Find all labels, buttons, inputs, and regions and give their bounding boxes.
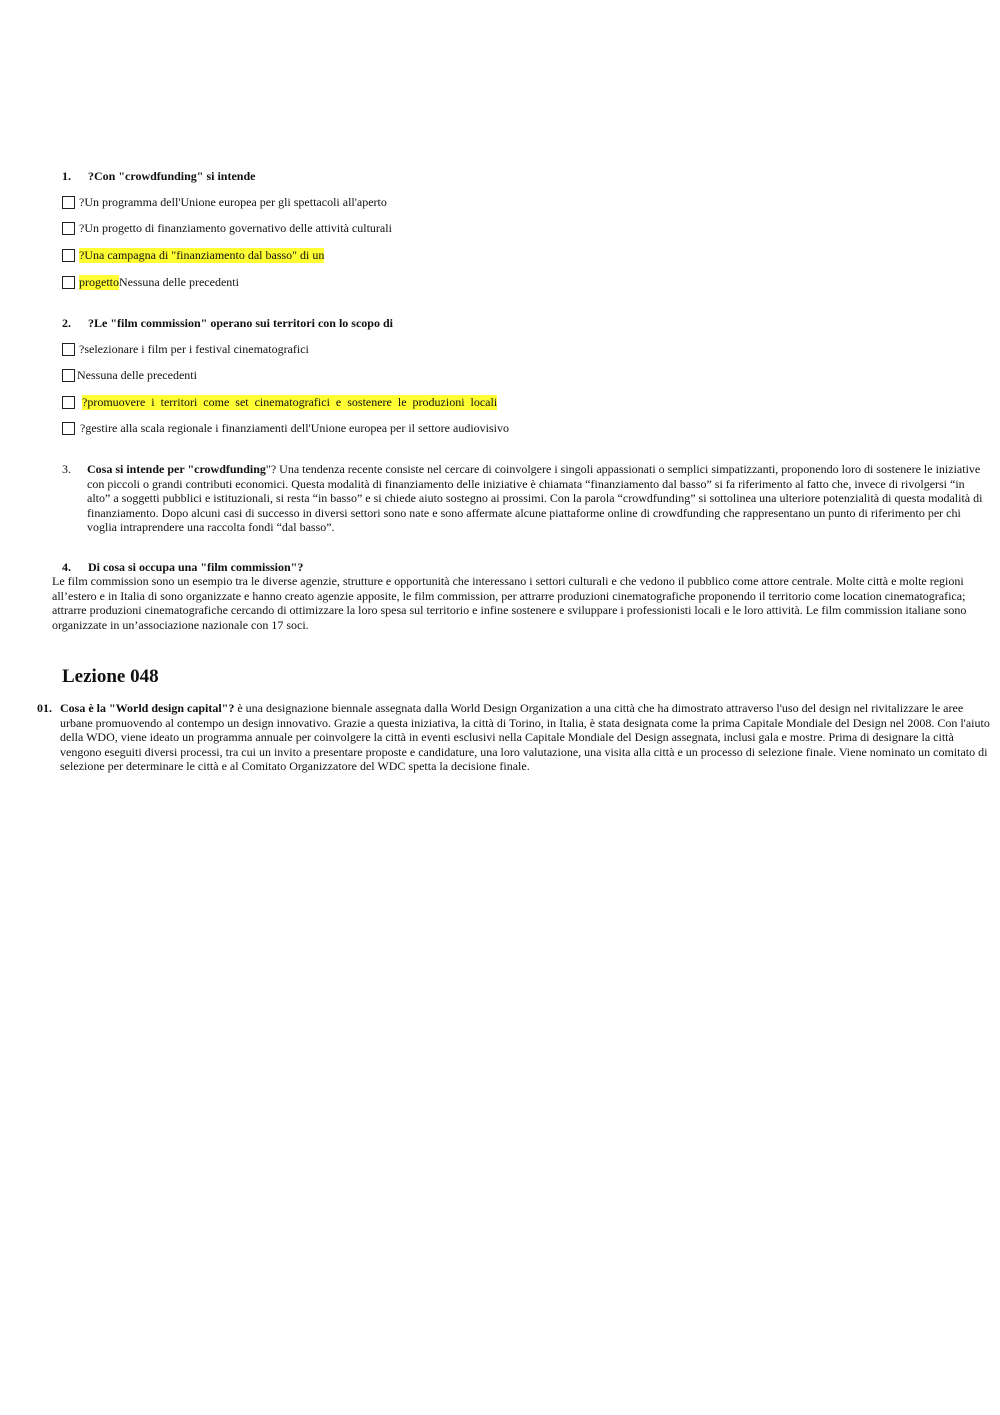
question-4-title	[62, 560, 303, 575]
q2-option-2[interactable]	[62, 368, 197, 383]
q1-option-4[interactable]	[62, 275, 239, 290]
question-2-text: ?Le "film commission" operano sui territori con lo scopo di	[88, 316, 393, 330]
q2-option-1-label: ?selezionare i film per i festival cinematografici	[79, 342, 309, 356]
checkbox[interactable]	[62, 249, 75, 262]
question-2-title	[62, 316, 393, 331]
lesson-q01-question: Cosa è la "World design capital"?	[60, 701, 235, 715]
q1-option-3[interactable]	[62, 248, 324, 263]
question-1-text: ?Con "crowdfunding" si intende	[88, 169, 256, 183]
question-3-block	[87, 462, 990, 535]
question-3-answer: "? Una tendenza recente consiste nel cercare di coinvolgere i singoli appassionati o semplici simpatizzanti, proponendo loro di sostenere le iniziative con piccoli o grandi contributi economici. Questa modalità di finanziamento delle iniziative è chiamata “finanziamento dal basso” si fa riferimento al fatto che, invece di rivolgersi “in alto” a soggetti pubblici e istituzionali, si resta “in basso” e si chiede aiuto sostegno ai prossimi. Con la parola “crowdfunding” si sottolinea una ulteriore potenzialità di questa modalità di finanziamento. Dopo alcuni casi di successo in diversi settori sono nate e sono affermate alcune piattaforme online di crowdfunding che rappresentano un punto di riferimento per chi voglia intraprendere una raccolta fondi “dal basso”.	[87, 462, 983, 534]
lesson-q01-block	[60, 701, 995, 774]
question-4-answer: Le film commission sono un esempio tra le diverse agenzie, strutture e opportunità che interessano i settori culturali e che vedono il pubblico come attore centrale. Molte città e molte regioni all’estero e in Italia di sono organizzate e hanno creato agenzie apposite, le film commission, per attrarre produzioni cinematografiche proponendo il territorio come location cinematografica; attrarre produzioni cinematografiche cercando di ottimizzare la loro spesa sul territorio e infine sostenere e sviluppare i professionisti locali e le loro attività. Le film commission italiane sono organizzate in un’associazione nazionale con 17 soci.	[52, 574, 967, 632]
question-3-text: Cosa si intende per "crowdfunding	[87, 462, 266, 476]
question-1-number: 1.	[62, 169, 71, 183]
lesson-q01-answer: è una designazione biennale assegnata dalla World Design Organization a una città che ha dimostrato attraverso l'uso del design nel rivitalizzare le aree urbane promuovendo al contempo un design innovativo. Grazie a questa iniziativa, la città di Torino, in Italia, è stata designata come la prima Capitale Mondiale del Design nel 2008. Con l'aiuto della WDO, viene ideato un programma annuale per coinvolgere la città in eventi esclusivi nella Capitale Mondiale del Design assegnata, inclusi gala e mostre. Prima di designare la città vengono eseguiti diversi processi, tra cui un invito a presentare proposte e candidature, una loro valutazione, una visita alla città e un processo di selezione finale. Viene nominato un comitato di selezione per determinare le città e al Comitato Organizzatore del WDC spetta la decisione finale.	[60, 701, 990, 773]
checkbox[interactable]	[62, 222, 75, 235]
q1-option-1[interactable]	[62, 195, 387, 210]
q2-option-3-label: ?promuovere i territori come set cinematografici e sostenere le produzioni locali	[82, 395, 498, 409]
checkbox[interactable]	[62, 276, 75, 289]
checkbox[interactable]	[62, 369, 75, 382]
question-2-number: 2.	[62, 316, 71, 330]
checkbox[interactable]	[62, 396, 75, 409]
q2-option-1[interactable]	[62, 342, 309, 357]
question-4-number: 4.	[62, 560, 71, 574]
question-1-title	[62, 169, 255, 184]
q2-option-4-label: ?gestire alla scala regionale i finanziamenti dell'Unione europea per il settore audiovisivo	[80, 421, 509, 435]
q1-option-1-label: ?Un programma dell'Unione europea per gli spettacoli all'aperto	[79, 195, 387, 209]
question-4-text: Di cosa si occupa una "film commission"?	[88, 560, 304, 574]
question-3-number: 3.	[62, 462, 71, 476]
q2-option-3[interactable]	[62, 395, 497, 410]
q1-option-2-label: ?Un progetto di finanziamento governativo delle attività culturali	[79, 221, 392, 235]
q1-option-3-label-continued: progetto	[79, 275, 119, 289]
q2-option-4[interactable]	[62, 421, 509, 436]
checkbox[interactable]	[62, 343, 75, 356]
q1-option-3-label: ?Una campagna di "finanziamento dal basso" di un	[79, 248, 325, 262]
lesson-heading: Lezione 048	[62, 666, 159, 687]
q1-option-2[interactable]	[62, 221, 392, 236]
lesson-q01-number: 01.	[37, 701, 52, 715]
checkbox[interactable]	[62, 422, 75, 435]
checkbox[interactable]	[62, 196, 75, 209]
q1-option-4-label: Nessuna delle precedenti	[119, 275, 239, 289]
q2-option-2-label: Nessuna delle precedenti	[77, 368, 197, 382]
